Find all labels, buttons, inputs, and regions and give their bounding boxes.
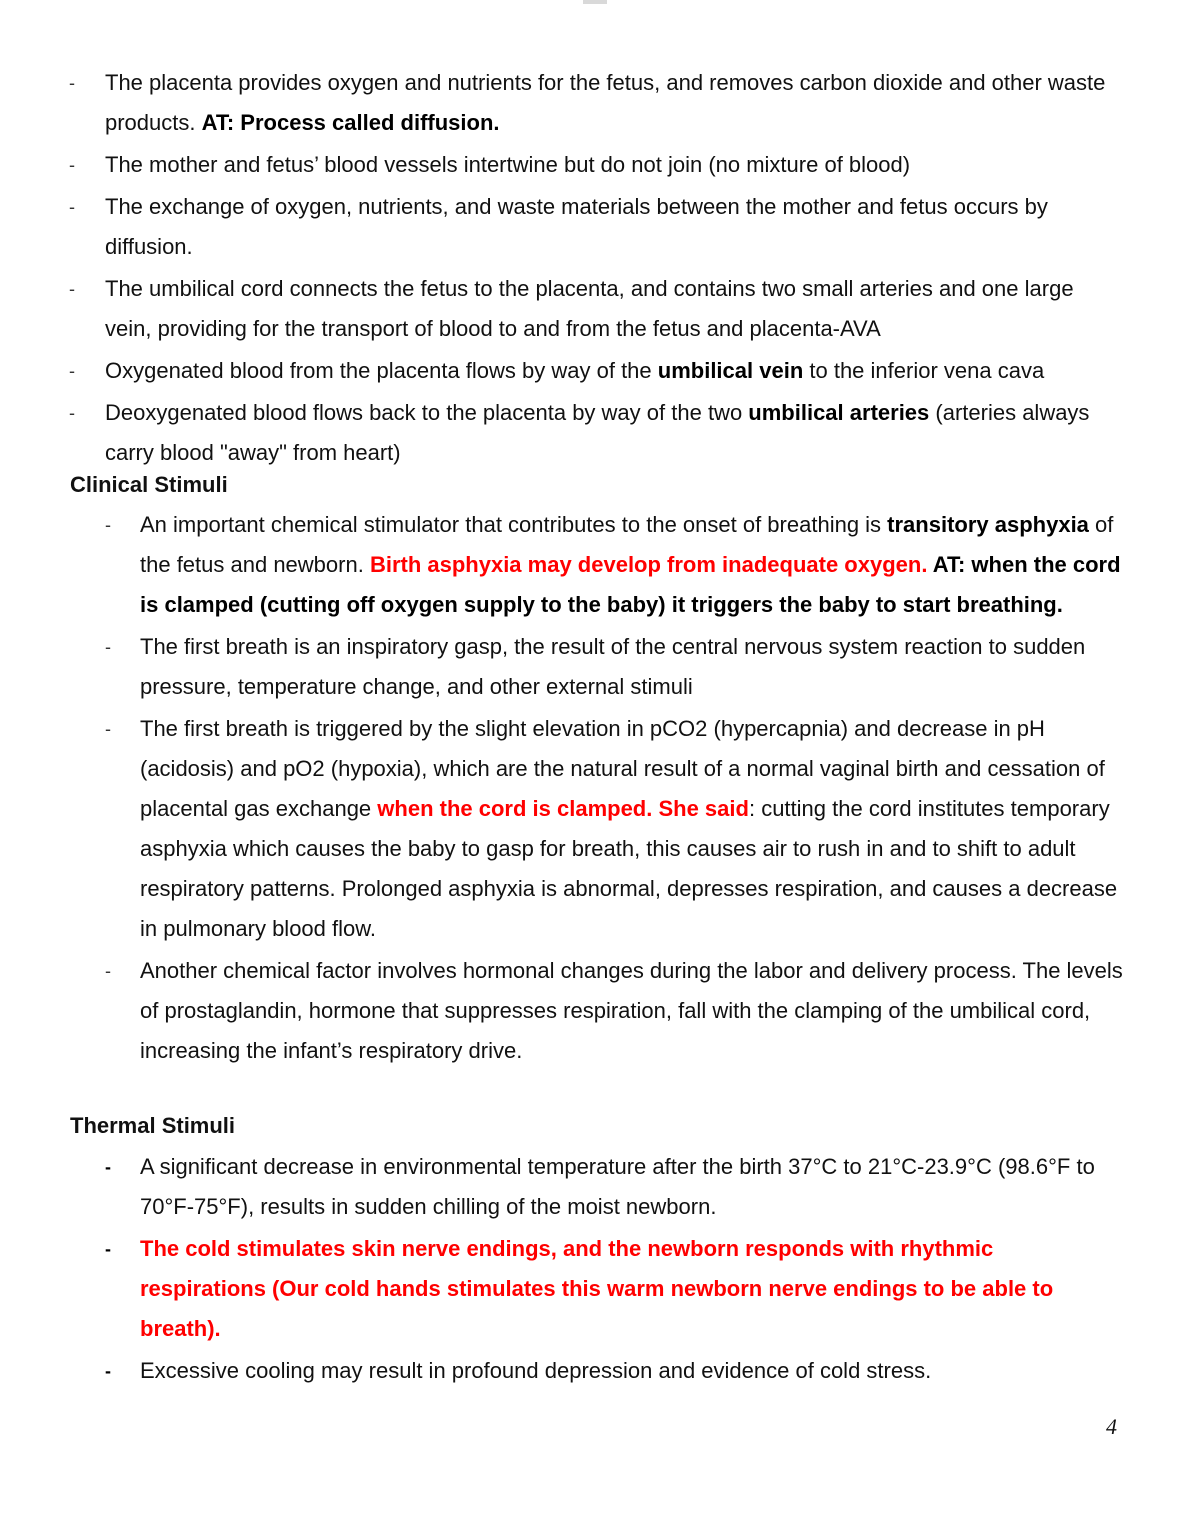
list-item <box>105 1351 1125 1391</box>
clinical-stimuli-list <box>105 505 1125 1071</box>
item-red-text: when the cord is clamped. She said <box>377 796 749 821</box>
bullet-dash: - <box>105 1239 111 1259</box>
bullet-dash: - <box>105 1361 111 1381</box>
item-bold-text: AT: when the cord is clamped (cutting off oxygen supply to the baby) it triggers the baby to start breathing. <box>140 552 1121 617</box>
bullet-dash: - <box>105 719 111 739</box>
item-text: Deoxygenated blood flows back to the placenta by way of the two <box>105 400 749 425</box>
bullet-dash: - <box>105 515 111 535</box>
list-item <box>105 505 1125 625</box>
bullet-dash: - <box>69 279 75 299</box>
list-item <box>69 187 1120 267</box>
bullet-dash: - <box>105 1157 111 1177</box>
item-red-text: The cold stimulates skin nerve endings, and the newborn responds with rhythmic respirations (Our cold hands stimulates this warm newborn nerve endings to be able to breath). <box>140 1236 1054 1341</box>
item-text: An important chemical stimulator that contributes to the onset of breathing is <box>140 512 888 537</box>
list-item <box>105 709 1125 949</box>
item-text: A significant decrease in environmental temperature after the birth 37°C to 21°C-23.9°C (98.6°F to 70°F-75°F), results in sudden chilling of the moist newborn. <box>140 1154 1095 1219</box>
item-text: of the fetus and newborn. <box>140 512 1114 577</box>
list-item <box>69 351 1120 391</box>
list-item <box>105 951 1125 1071</box>
bullet-dash: - <box>69 403 75 423</box>
page-number: 4 <box>1106 1414 1117 1439</box>
item-text: (arteries always carry blood "away" from heart) <box>105 400 1090 465</box>
bullet-dash: - <box>69 73 75 93</box>
item-bold-text: AT: Process called diffusion. <box>201 110 500 135</box>
bullet-dash: - <box>105 961 111 981</box>
item-red-text: Birth asphyxia may develop from inadequate oxygen. <box>369 552 928 577</box>
list-item <box>105 1147 1125 1227</box>
item-text: : cutting the cord institutes temporary asphyxia which causes the baby to gasp for breath, this causes air to rush in and to shift to adult respiratory patterns. Prolonged asphyxia is abnormal, depresses respiration, and causes a decrease in pulmonary blood flow. <box>140 796 1118 941</box>
item-text: The exchange of oxygen, nutrients, and waste materials between the mother and fetus occurs by diffusion. <box>105 194 1048 259</box>
item-text: to the inferior vena cava <box>803 358 1045 383</box>
list-item <box>69 269 1120 349</box>
placenta-bullet-list <box>69 63 1120 473</box>
list-item <box>69 63 1120 143</box>
item-text: Oxygenated blood from the placenta flows by way of the <box>105 358 658 383</box>
bullet-dash: - <box>69 155 75 175</box>
thermal-stimuli-heading: Thermal Stimuli <box>70 1113 236 1138</box>
item-text: The mother and fetus’ blood vessels intertwine but do not join (no mixture of blood) <box>105 152 911 177</box>
item-text: Another chemical factor involves hormonal changes during the labor and delivery process. The levels of prostaglandin, hormone that suppresses respiration, fall with the clamping of the umbilical cord, increasing the infant’s respiratory drive. <box>140 958 1123 1063</box>
bullet-dash: - <box>69 361 75 381</box>
item-bold-text: transitory asphyxia <box>887 512 1089 537</box>
list-item <box>69 145 1120 185</box>
bullet-dash: - <box>105 637 111 657</box>
bullet-dash: - <box>69 197 75 217</box>
list-item <box>105 627 1125 707</box>
list-item <box>69 393 1120 473</box>
item-text: The placenta provides oxygen and nutrients for the fetus, and removes carbon dioxide and other waste products. <box>105 70 1106 135</box>
item-text: Excessive cooling may result in profound depression and evidence of cold stress. <box>140 1358 932 1383</box>
item-text: The umbilical cord connects the fetus to the placenta, and contains two small arteries and one large vein, providing for the transport of blood to and from the fetus and placenta-AVA <box>105 276 1074 341</box>
header-mark <box>583 0 607 4</box>
item-text: The first breath is triggered by the slight elevation in pCO2 (hypercapnia) and decrease in pH (acidosis) and pO2 (hypoxia), which are the natural result of a normal vaginal birth and cessation of placental gas exchange <box>140 716 1105 821</box>
item-text: The first breath is an inspiratory gasp, the result of the central nervous system reaction to sudden pressure, temperature change, and other external stimuli <box>140 634 1086 699</box>
list-item <box>105 1229 1125 1349</box>
clinical-stimuli-heading: Clinical Stimuli <box>70 472 228 497</box>
thermal-stimuli-list <box>105 1147 1125 1391</box>
item-bold-text: umbilical arteries <box>748 400 930 425</box>
item-bold-text: umbilical vein <box>657 358 804 383</box>
